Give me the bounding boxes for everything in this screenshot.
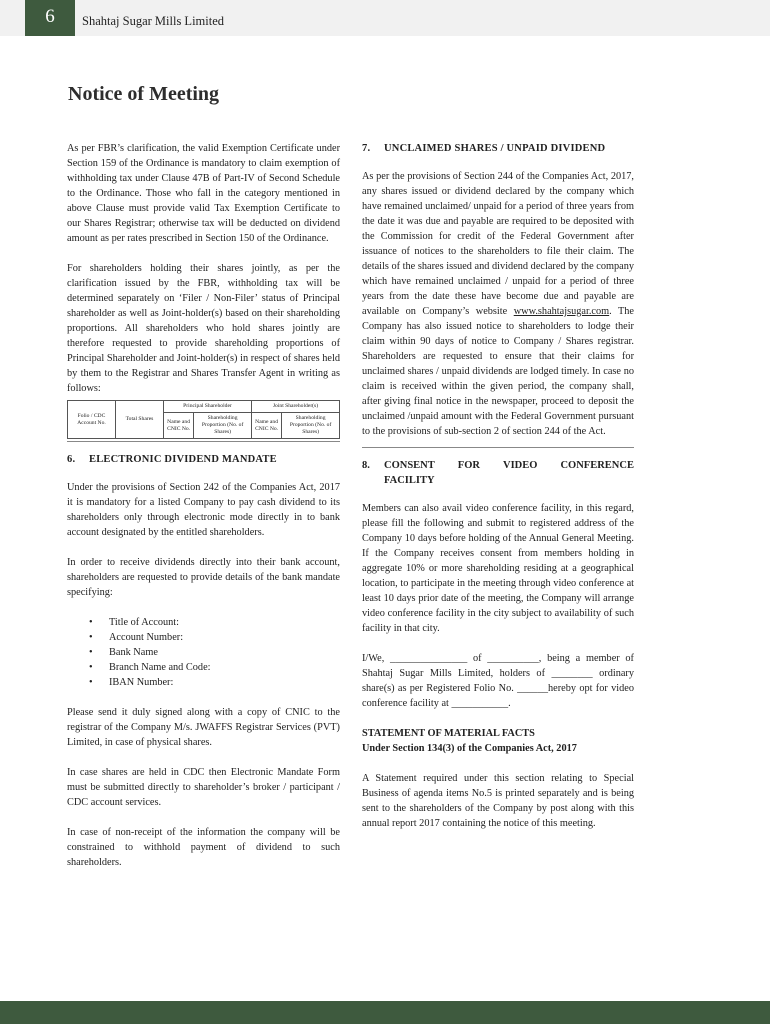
page-title: Notice of Meeting <box>68 83 220 105</box>
right-column <box>362 141 634 831</box>
table-subheader-principal-proportion: Shareholding Proportion (No. of Shares) <box>194 413 252 439</box>
list-item: • IBAN Number: <box>89 677 174 688</box>
section-6-heading <box>67 452 340 467</box>
company-name: Shahtaj Sugar Mills Limited <box>82 14 225 28</box>
page-number: 6 <box>25 0 75 36</box>
statement-subtitle: Under Section 134(3) of the Companies Act, 2017 <box>362 743 577 754</box>
table-header-folio: Folio / CDC Account No. <box>68 401 116 439</box>
table-header-principal: Principal Shareholder <box>164 401 252 413</box>
section-7-heading <box>362 141 634 156</box>
table-subheader-joint-proportion: Shareholding Proportion (No. of Shares) <box>282 413 340 439</box>
section-6-title: ELECTRONIC DIVIDEND MANDATE <box>89 454 277 465</box>
paragraph-exemption-certificate: As per FBR’s clarification, the valid Exemption Certificate under Section 159 of the Ordinance is mandatory to claim exemption of withholding tax under Clause 47B of Part-IV of Second Schedule to the Ordinance. Those who fall in the category mentioned in above Clause must provide valid Tax Exemption Certificate to our Shares Registrar; otherwise tax will be deducted on dividend amount as per rates prescribed in Section 150 of the Ordinance. <box>67 143 340 244</box>
table-subheader-principal-name: Name and CNIC No. <box>164 413 194 439</box>
paragraph-joint-shareholders: For shareholders holding their shares jointly, as per the clarification issued by the FBR, withholding tax will be determined separately on ‘Filer / Non-Filer’ status of Principal shareholder as well as Joint-holder(s) based on their shareholding proportions. All shareholders who hold shares jointly are therefore requested to provide shareholding proportions of Principal Shareholder and Joint-holder(s) in respect of shares held by them to the Registrar and Shares Transfer Agent in writing as follows: <box>67 263 340 394</box>
table-subheader-joint-name: Name and CNIC No. <box>251 413 281 439</box>
paragraph-cdc-mandate: In case shares are held in CDC then Electronic Mandate Form must be submitted directly to shareholder’s broker / participant / CDC account services. <box>67 767 340 808</box>
statement-title: STATEMENT OF MATERIAL FACTS <box>362 728 535 739</box>
left-column <box>67 141 340 870</box>
table-header-joint: Joint Shareholder(s) <box>251 401 339 413</box>
section-6-number: 6. <box>67 454 76 465</box>
table-header-total-shares: Total Shares <box>116 401 164 439</box>
paragraph-video-conference: Members can also avail video conference facility, in this regard, please fill the following and submit to registered address of the Company 10 days before holding of the Annual General Meeting. If the Company receives consent from members holding in aggregate 10% or more shareholding residing at a geographical location, to participate in the meeting through video conference at least 10 days prior date of the meeting, the Company will arrange video conference facility in the city subject to availability of such facility in that city. <box>362 503 634 634</box>
header-bar <box>0 0 770 36</box>
paragraph-consent-form: I/We, _______________ of __________, being a member of Shahtaj Sugar Mills Limited, holders of ________ ordinary share(s) as per Registered Folio No. ______hereby opt for video conference facility at ___________. <box>362 653 634 709</box>
list-item: • Account Number: <box>89 632 184 643</box>
footer-bar <box>0 1001 770 1024</box>
list-item: • Bank Name <box>89 647 158 658</box>
list-item: • Title of Account: <box>89 617 179 628</box>
list-item: • Branch Name and Code: <box>89 662 211 673</box>
paragraph-send-signed: Please send it duly signed along with a copy of CNIC to the registrar of the Company M/s. JWAFFS Registrar Services (PVT) Limited, in case of physical shares. <box>67 707 340 748</box>
paragraph-electronic-dividend: Under the provisions of Section 242 of the Companies Act, 2017 it is mandatory for a listed Company to pay cash dividend to its shareholders only through electronic mode directly in to bank account designated by the entitled shareholders. <box>67 482 340 538</box>
section-7-number: 7. <box>362 143 371 154</box>
paragraph-statement: A Statement required under this section relating to Special Business of agenda items No.5 is printed separately and is being sent to the shareholders of the Company by post along with this annual report 2017 containing the notice of this meeting. <box>362 773 634 829</box>
paragraph-unclaimed-shares: As per the provisions of Section 244 of the Companies Act, 2017, any shares issued or dividend declared by the company which have remained unclaimed/ unpaid for a period of three years from the date it was due and payable are required to be deposited with the Commission for credit of the Federal Government after issuance of notices to the shareholders to file their claim. The details of the shares issued and dividend declared by the company which have remained unclaimed / unpaid for a period of three years from the date these have become due and payable are available on Company’s website www.shahtajsugar.com. The Company has also issued notice to shareholders to lodge their claim within 90 days of notice to Company / Shares registrar. Shareholders are requested to ensure that their claims for unclaimed shares / unpaid dividends are lodged timely. In case no claim is received within the given period, the company shall, after giving final notice in the newspaper, proceed to deposit the unclaimed /unpaid amount with the Federal Government pursuant to the provisions of sub-section 2 of section 244 of the Act. <box>362 171 634 437</box>
paragraph-non-receipt: In case of non-receipt of the information the company will be constrained to withhold payment of dividend to such shareholders. <box>67 827 340 868</box>
paragraph-bank-mandate: In order to receive dividends directly into their bank account, shareholders are requested to provide details of the bank mandate specifying: <box>67 557 340 598</box>
section-8-number: 8. <box>362 460 370 471</box>
shareholding-table <box>67 400 340 439</box>
section-8-heading: 8. CONSENT FOR VIDEO CONFERENCE FACILITY <box>362 460 634 486</box>
bank-details-list <box>67 615 340 690</box>
section-7-title: UNCLAIMED SHARES / UNPAID DIVIDEND <box>384 143 606 154</box>
company-website-link[interactable]: www.shahtajsugar.com <box>513 306 610 317</box>
